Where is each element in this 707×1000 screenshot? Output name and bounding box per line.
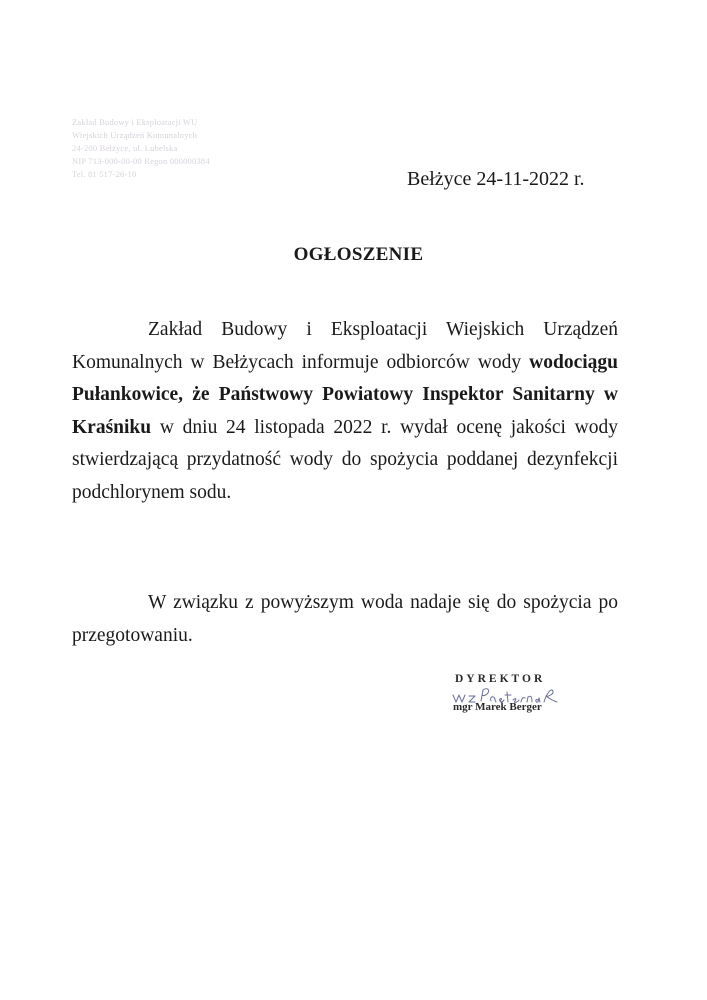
stamp-line: Zakład Budowy i Eksploatacji WU [72,117,198,127]
stamp-line: NIP 713-000-00-00 Regon 000000384 [72,156,210,166]
paragraph-text: Zakład Budowy i Eksploatacji Wiejskich Urządzeń Komunalnych w Bełżycach informuje odbiorców wody [72,319,618,373]
signatory-name: mgr Marek Berger [453,701,542,713]
paragraph-text: w dniu 24 listopada 2022 r. wydał ocenę jakości wody stwierdzającą przydatność wody do spożycia poddanej dezynfekcji podchlorynem sodu. [72,416,618,503]
company-stamp [72,116,272,181]
document-title: OGŁOSZENIE [293,244,424,265]
stamp-line: Wiejskich Urządzeń Komunalnych [72,130,198,140]
announcement-paragraph [72,314,618,510]
handwritten-signature [445,683,575,705]
signature-role: DYREKTOR [455,673,546,685]
signature-block [445,673,575,713]
paragraph-bold-text: wodociągu Pułankowice, że Państwowy Powiatowy Inspektor Sanitarny w Kraśniku [72,351,618,438]
stamp-line: 24-200 Bełżyce, ul. Lubelska [72,143,178,153]
conclusion-paragraph: W związku z powyższym woda nadaje się do spożycia po przegotowaniu. [72,592,618,646]
stamp-line: Tel. 81 517-26-10 [72,169,137,179]
document-date: Bełżyce 24-11-2022 r. [407,168,585,190]
signature-scribble-icon [447,681,567,707]
